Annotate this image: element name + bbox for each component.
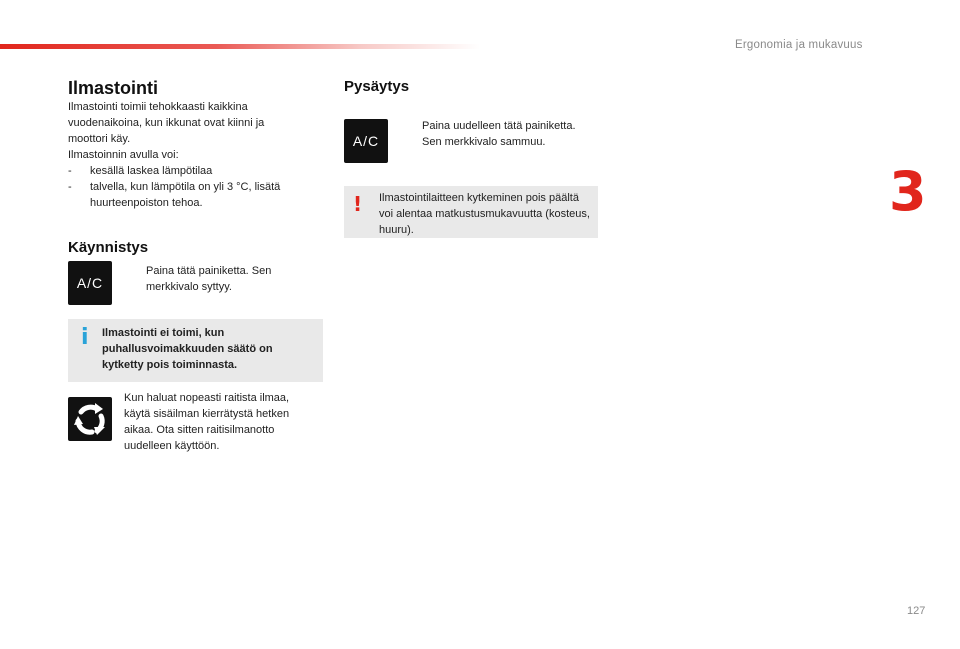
- section-title-start: Käynnistys: [68, 239, 149, 256]
- recirculation-text: Kun haluat nopeasti raitista ilmaa, käytä sisäilman kierrätystä hetken aikaa. Ota sitten raitisilmanotto uudelleen käyttöön.: [124, 392, 290, 452]
- info-note-text: Ilmastointi ei toimi, kun puhallusvoimakkuuden säätö on kytketty pois toiminnasta.: [102, 327, 273, 371]
- intro-line: Ilmastointi toimii tehokkaasti kaikkina: [68, 101, 248, 113]
- stop-instruction: [400, 118, 595, 150]
- info-note: [68, 319, 323, 382]
- section-title-stop: Pysäytys: [344, 78, 410, 95]
- list-dash: -: [68, 181, 72, 193]
- warning-icon: !: [353, 192, 363, 216]
- warning-note: [344, 186, 598, 238]
- feature-list: [68, 163, 323, 211]
- list-item-text: kesällä laskea lämpötilaa: [90, 165, 213, 177]
- list-item: [68, 179, 323, 211]
- ac-button-label: A/C: [76, 275, 104, 291]
- list-dash: -: [68, 165, 72, 177]
- section-header: Ergonomia ja mukavuus: [735, 39, 863, 51]
- intro-line: Ilmastoinnin avulla voi:: [68, 149, 179, 161]
- list-item: [68, 163, 323, 179]
- intro-text: [68, 99, 323, 211]
- ac-button-label: A/C: [352, 133, 380, 149]
- page-title: Ilmastointi: [68, 78, 159, 98]
- page-number: 127: [907, 605, 926, 617]
- warning-note-text: Ilmastointilaitteen kytkeminen pois päältä voi alentaa matkustusmukavuutta (kosteus, huuru).: [379, 192, 590, 236]
- intro-line: vuodenaikoina, kun ikkunat ovat kiinni ja: [68, 117, 265, 129]
- recirculation-arrows-icon: [68, 397, 112, 441]
- air-recirculation-icon: [68, 397, 112, 441]
- info-icon: i: [81, 325, 89, 350]
- ac-button-icon: [344, 119, 388, 163]
- header-accent-bar: [0, 44, 480, 49]
- list-item-text: talvella, kun lämpötila on yli 3 °C, lisätä huurteenpoiston tehoa.: [90, 181, 281, 209]
- chapter-number: 3: [889, 160, 927, 223]
- intro-line: moottori käy.: [68, 133, 131, 145]
- stop-instruction-text: Paina uudelleen tätä painiketta. Sen merkkivalo sammuu.: [422, 120, 576, 148]
- start-instruction: [124, 263, 299, 295]
- start-instruction-text: Paina tätä painiketta. Sen merkkivalo syttyy.: [146, 265, 272, 293]
- ac-button-icon: [68, 261, 112, 305]
